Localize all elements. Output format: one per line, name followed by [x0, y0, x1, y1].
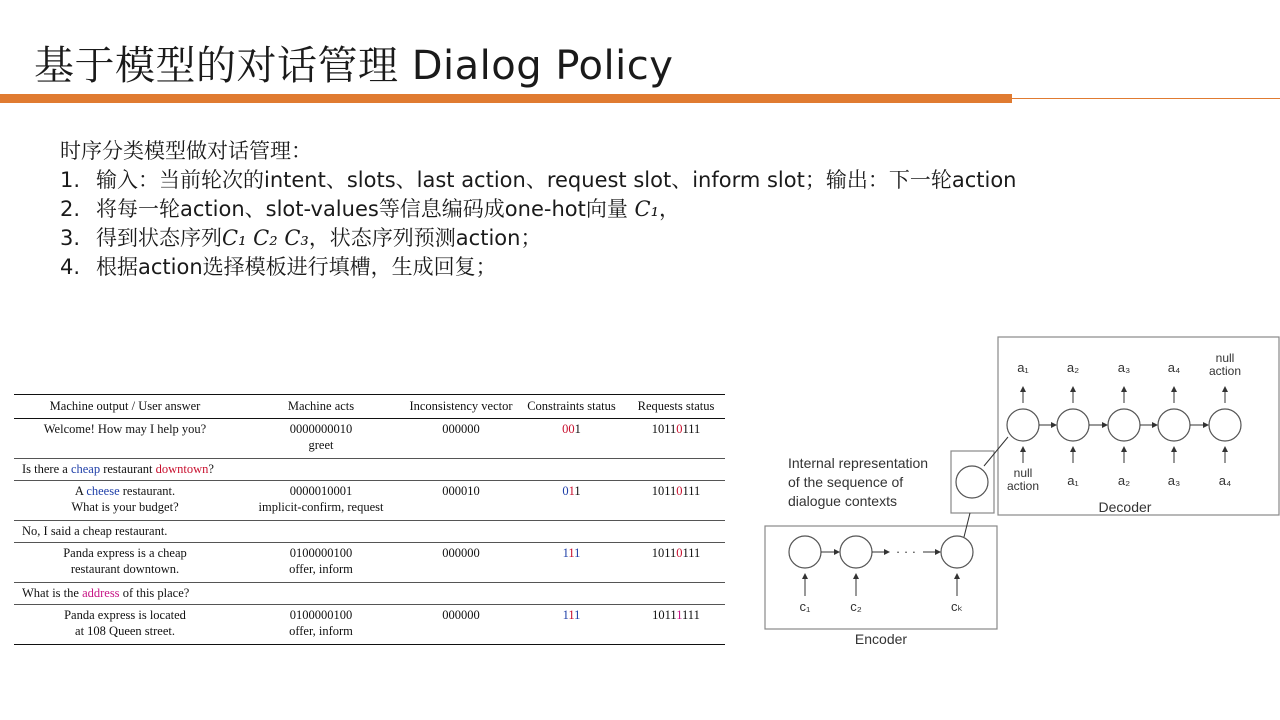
item-number: 3.	[60, 226, 81, 250]
encoder-input-label: c₁	[799, 599, 811, 614]
requests-status-cell	[627, 419, 725, 459]
requests-status-cell	[627, 481, 725, 521]
requests-status-digits: 1	[676, 608, 683, 622]
constraints-status-cell	[516, 605, 627, 645]
decoder-label: Decoder	[1098, 499, 1152, 515]
item-text-after: ，	[659, 197, 681, 221]
machine-output-line: Panda express is located	[64, 608, 186, 622]
machine-output-line: restaurant downtown.	[70, 561, 180, 576]
machine-acts-line: 0100000100	[289, 608, 353, 622]
machine-output-cell	[14, 481, 236, 521]
constraints-status-digits: 1	[568, 608, 575, 622]
requests-status-digits: 1011	[651, 484, 677, 498]
machine-acts-cell	[236, 481, 406, 521]
requests-status-digits: 1011	[652, 608, 677, 622]
encoder-decoder-diagram	[760, 330, 1280, 660]
content-item-2	[60, 195, 1016, 224]
decoder-input-label: a₁	[1067, 473, 1079, 488]
item-math: C₁ C₂ C₃	[222, 226, 309, 250]
encoder-input-label: cₖ	[950, 599, 964, 614]
constraints-status-digits: 1	[568, 546, 575, 560]
user-turn-row	[14, 459, 725, 481]
decoder-cell	[1057, 409, 1089, 441]
user-answer-text: cheap	[70, 462, 101, 476]
content-text	[60, 137, 1016, 282]
machine-output-text: cheese	[86, 484, 120, 498]
constraints-status-digits: 1	[562, 608, 569, 622]
requests-status-cell	[627, 543, 725, 583]
machine-acts-line: 0000000010	[289, 422, 353, 436]
constraints-status-digits: 00	[562, 422, 575, 436]
requests-status-digits: 1011	[651, 546, 677, 560]
inconsistency-vector-cell: 000010	[442, 484, 480, 498]
constraints-status-cell	[516, 543, 627, 583]
machine-turn-row	[14, 419, 725, 459]
user-answer-text: of this place?	[119, 586, 190, 600]
item-number: 1.	[60, 168, 81, 192]
table-header: Machine acts	[236, 395, 406, 419]
machine-acts-line: 0100000100	[289, 546, 353, 560]
item-number: 2.	[60, 197, 81, 221]
constraints-status-cell	[516, 419, 627, 459]
machine-acts-line: offer, inform	[289, 561, 353, 576]
title-underline-thin	[1012, 98, 1280, 99]
decoder-output-label: action	[1208, 364, 1242, 378]
machine-turn-row	[14, 543, 725, 583]
decoder-input-label: a₃	[1167, 473, 1181, 488]
machine-acts-cell	[236, 543, 406, 583]
machine-output-line: What is your budget?	[71, 499, 179, 514]
decoder-input-label: null	[1013, 466, 1033, 480]
item-text: 输入：当前轮次的intent、slots、last action、request slot、inform slot；输出：下一轮action	[96, 168, 1017, 192]
requests-status-digits: 0	[676, 546, 683, 560]
decoder-output-label: a₂	[1066, 360, 1080, 375]
encoder-cell	[840, 536, 872, 568]
item-text: 根据action选择模板进行填槽，生成回复；	[96, 255, 497, 279]
encoder-input-label: c₂	[850, 599, 862, 614]
requests-status-digits: 111	[682, 608, 700, 622]
user-turn-row	[14, 521, 725, 543]
table-header: Inconsistency vector	[406, 395, 516, 419]
user-answer-text: downtown	[155, 462, 209, 476]
encoder-ellipsis: · · ·	[895, 544, 917, 559]
machine-output-text: restaurant.	[119, 484, 176, 498]
user-answer-text: ?	[208, 462, 214, 476]
constraints-status-digits: 1	[568, 484, 575, 498]
machine-acts-line: offer, inform	[289, 623, 353, 638]
slide-title: 基于模型的对话管理 Dialog Policy	[34, 43, 674, 89]
constraints-status-digits: 1	[574, 546, 581, 560]
machine-output-text: A	[74, 484, 87, 498]
content-item-4	[60, 253, 1016, 282]
user-answer-cell	[14, 521, 725, 543]
machine-acts-cell	[236, 419, 406, 459]
encoder-cell	[941, 536, 973, 568]
user-answer-cell	[14, 459, 725, 481]
internal-representation-label: dialogue contexts	[788, 493, 897, 509]
machine-output-line: Panda express is a cheap	[63, 546, 187, 560]
machine-output-cell	[14, 543, 236, 583]
title-underline	[0, 94, 1012, 103]
decoder-cell	[1158, 409, 1190, 441]
table-header: Constraints status	[516, 395, 627, 419]
requests-status-digits: 111	[682, 546, 701, 560]
machine-acts-cell	[236, 605, 406, 645]
user-answer-text: Is there a	[22, 462, 71, 476]
constraints-status-digits: 1	[574, 484, 581, 498]
decoder-cell	[1007, 409, 1039, 441]
content-item-1	[60, 166, 1016, 195]
context-cell	[956, 466, 988, 498]
decoder-input-label: a₄	[1218, 473, 1232, 488]
content-item-3	[60, 224, 1016, 253]
requests-status-digits: 1011	[651, 422, 677, 436]
encoder-cell	[789, 536, 821, 568]
user-answer-text: No, I said a cheap restaurant.	[22, 524, 168, 538]
constraints-status-digits: 1	[562, 546, 569, 560]
machine-turn-row	[14, 605, 725, 645]
machine-output-cell	[14, 605, 236, 645]
dialog-state-table	[14, 394, 725, 645]
content-intro: 时序分类模型做对话管理：	[60, 139, 312, 163]
requests-status-digits: 0	[676, 484, 683, 498]
user-answer-text: What is the	[22, 586, 83, 600]
requests-status-digits: 111	[682, 422, 701, 436]
table-header-row	[14, 395, 725, 419]
table-header: Requests status	[627, 395, 725, 419]
decoder-input-label: a₂	[1117, 473, 1131, 488]
user-answer-text: address	[82, 586, 120, 600]
inconsistency-vector-cell: 000000	[442, 422, 480, 436]
user-answer-text: restaurant	[100, 462, 156, 476]
constraints-status-digits: 1	[574, 608, 581, 622]
requests-status-cell	[627, 605, 725, 645]
machine-output-cell	[14, 419, 236, 459]
internal-representation-label: of the sequence of	[788, 474, 904, 490]
item-text: 将每一轮action、slot-values等信息编码成one-hot向量	[96, 197, 635, 221]
constraints-status-cell	[516, 481, 627, 521]
inconsistency-vector-cell: 000000	[442, 546, 480, 560]
machine-output-line: Welcome! How may I help you?	[43, 422, 207, 436]
constraints-status-digits: 0	[562, 484, 569, 498]
user-turn-row	[14, 583, 725, 605]
item-number: 4.	[60, 255, 81, 279]
encoder-label: Encoder	[854, 631, 908, 647]
decoder-output-label: a₁	[1017, 360, 1029, 375]
decoder-output-label: a₃	[1117, 360, 1131, 375]
requests-status-digits: 111	[682, 484, 701, 498]
constraints-status-digits: 1	[574, 422, 581, 436]
item-text: 得到状态序列	[96, 226, 222, 250]
item-math: C₁	[634, 197, 660, 221]
decoder-cell	[1209, 409, 1241, 441]
machine-acts-line: greet	[308, 437, 334, 452]
machine-turn-row	[14, 481, 725, 521]
requests-status-digits: 0	[676, 422, 683, 436]
decoder-output-label: a₄	[1167, 360, 1181, 375]
decoder-input-label: action	[1006, 479, 1040, 493]
user-answer-cell	[14, 583, 725, 605]
machine-output-line: at 108 Queen street.	[75, 623, 175, 638]
decoder-cell	[1108, 409, 1140, 441]
machine-output-line	[16, 484, 234, 500]
table-header: Machine output / User answer	[14, 395, 236, 419]
item-text-after: ，状态序列预测action；	[308, 226, 542, 250]
internal-representation-label: Internal representation	[788, 455, 929, 471]
machine-acts-line: 0000010001	[289, 484, 353, 498]
decoder-output-label: null	[1215, 351, 1235, 365]
inconsistency-vector-cell: 000000	[406, 605, 516, 645]
machine-acts-line: implicit-confirm, request	[258, 499, 384, 514]
